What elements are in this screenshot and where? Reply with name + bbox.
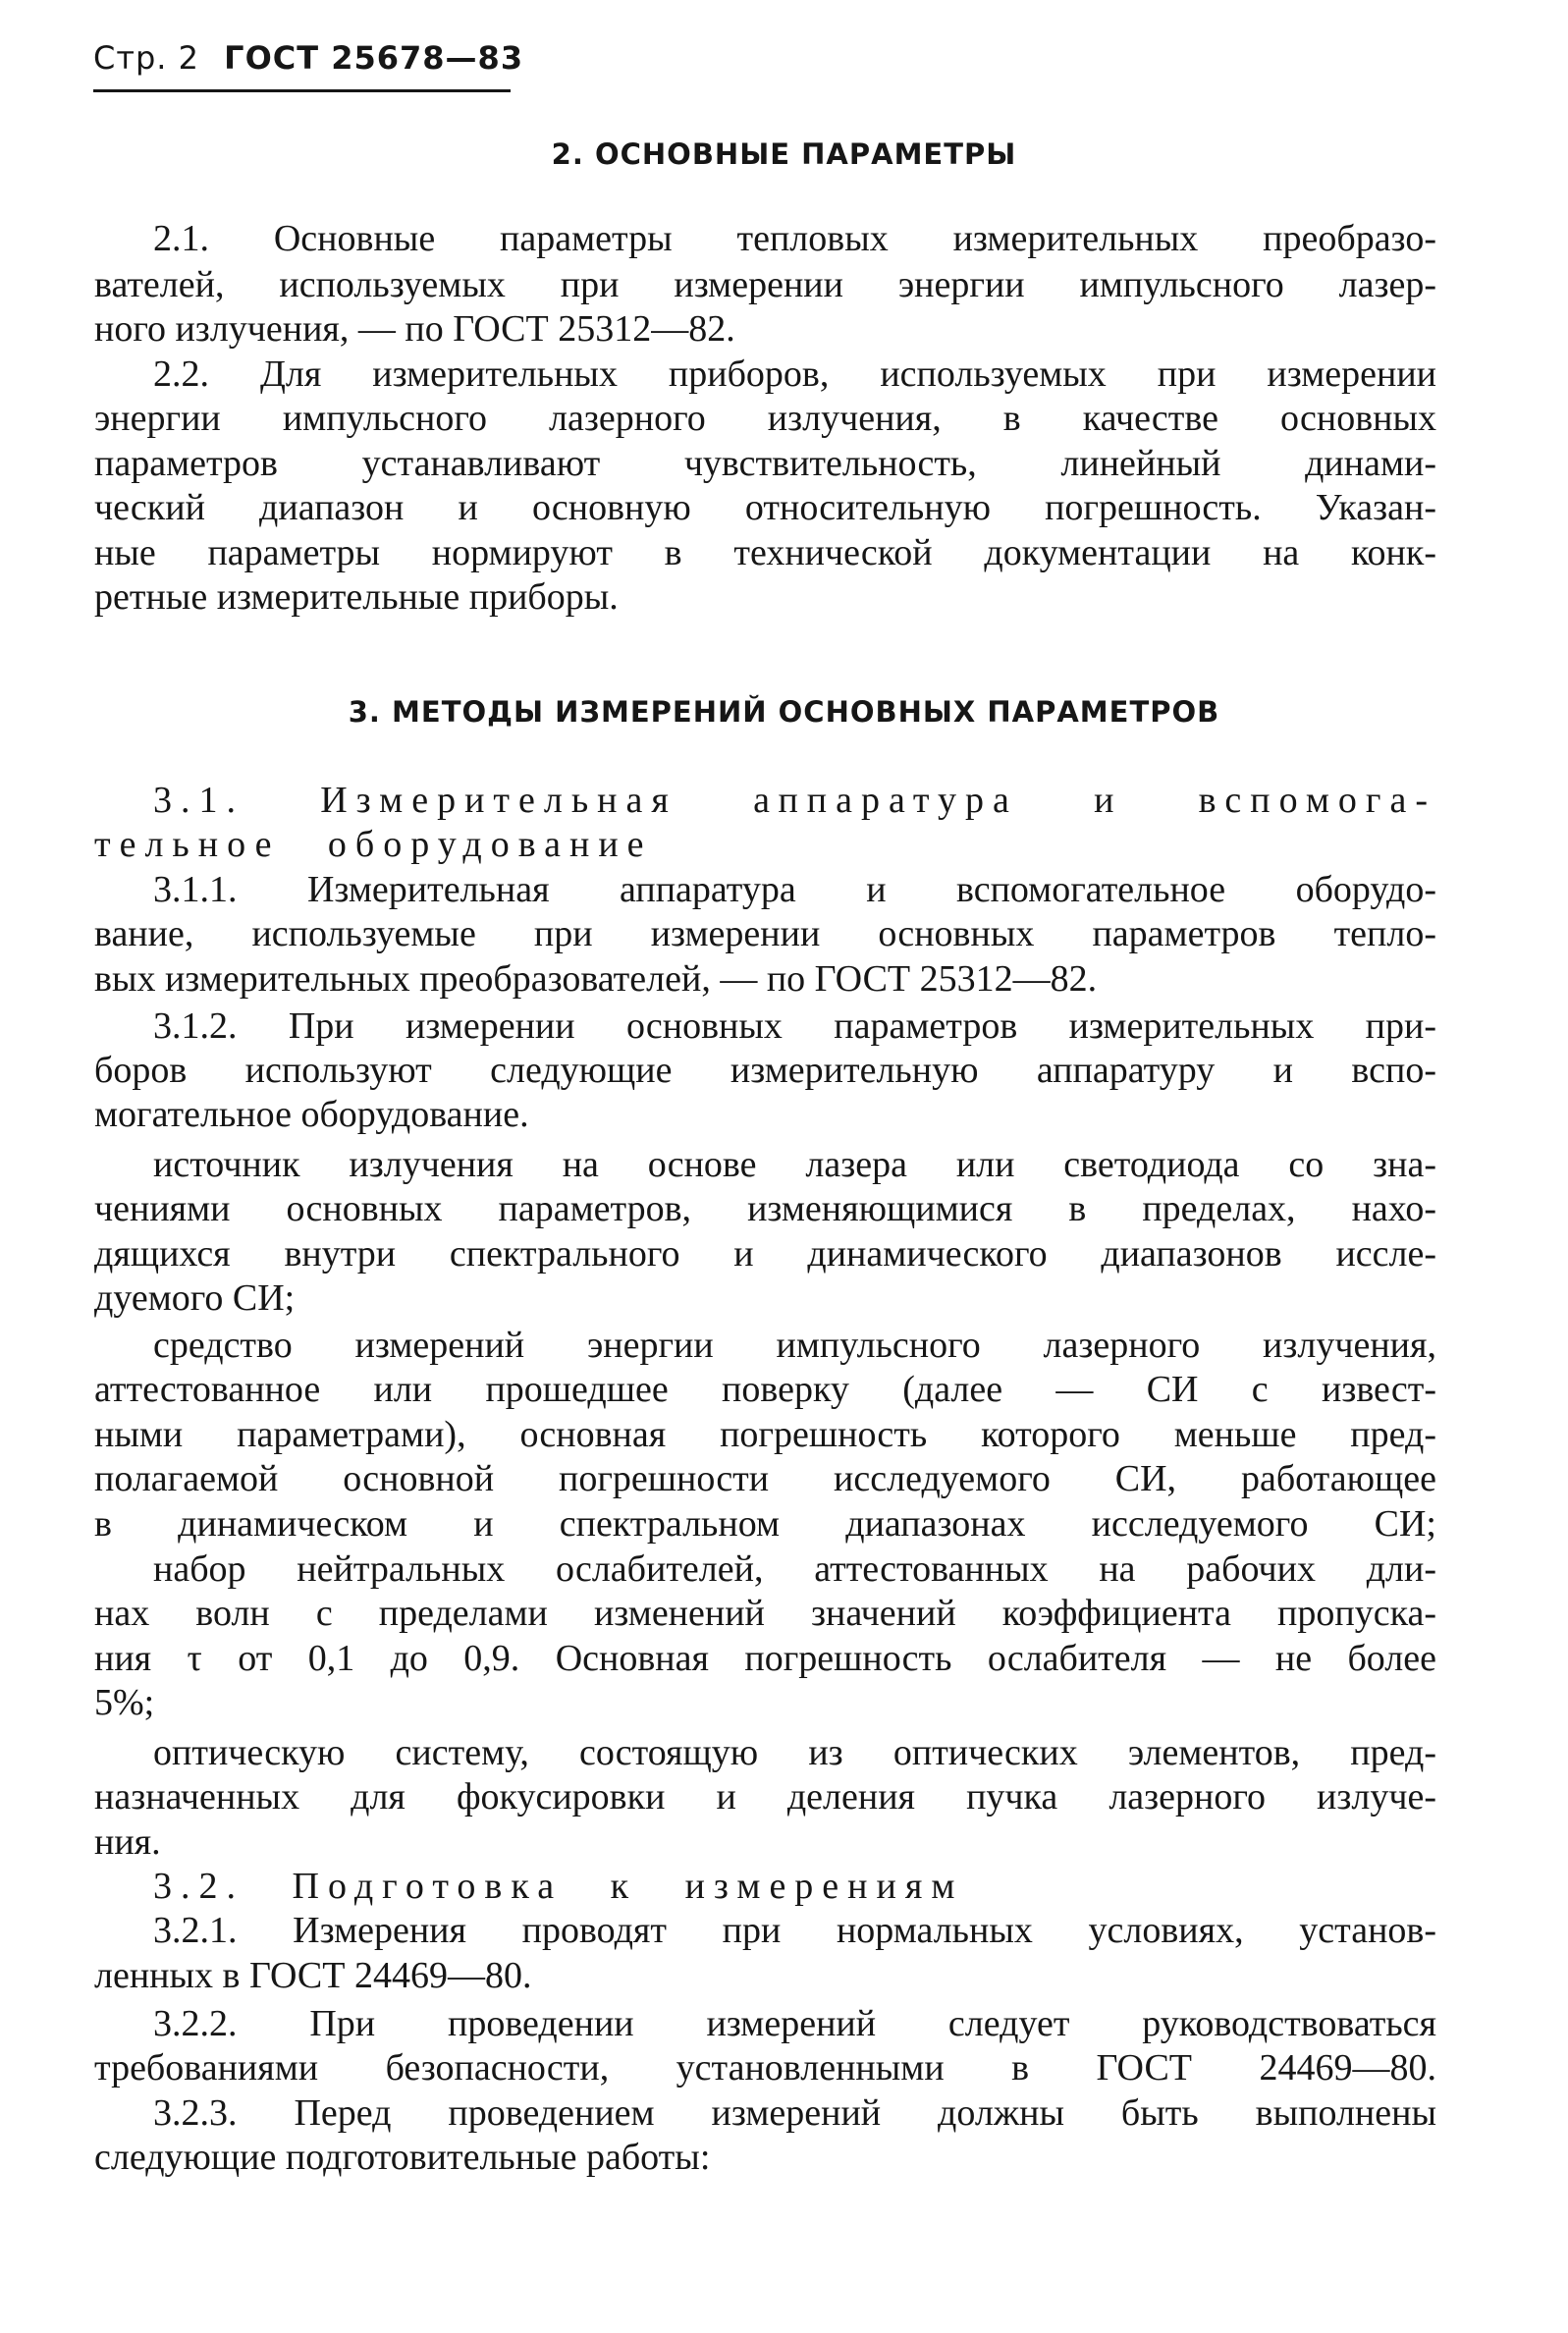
text-line: могательное оборудование. (94, 1094, 529, 1135)
text-line: вание, используемые при измерении основных параметров тепло- (94, 913, 1436, 954)
text-line: набор нейтральных ослабителей, аттестованных на рабочих дли- (153, 1548, 1436, 1590)
text-line: оптическую систему, состоящую из оптических элементов, пред- (153, 1732, 1436, 1773)
text-line: 3.1.2. При измерении основных параметров измерительных при- (153, 1005, 1436, 1047)
text-line: ния τ от 0,1 до 0,9. Основная погрешность ослабителя — не более (94, 1638, 1436, 1679)
subsection-title: тельное оборудование (94, 824, 653, 865)
text-line: источник излучения на основе лазера или светодиода со зна- (153, 1144, 1436, 1185)
text-line: аттестованное или прошедшее поверку (далее — СИ с извест- (94, 1369, 1436, 1410)
header-rule (93, 89, 511, 92)
text-line: энергии импульсного лазерного излучения, в качестве основных (94, 398, 1436, 439)
text-line: 3.2.1. Измерения проводят при нормальных условиях, установ- (153, 1910, 1436, 1951)
text-line: средство измерений энергии импульсного лазерного излучения, (153, 1325, 1436, 1366)
text-line: вых измерительных преобразователей, — по ГОСТ 25312—82. (94, 958, 1098, 1000)
text-line: дуемого СИ; (94, 1277, 296, 1319)
text-line: 2.2. Для измерительных приборов, используемых при измерении (153, 353, 1436, 395)
text-line: 3.2.3. Перед проведением измерений должны быть выполнены (153, 2092, 1436, 2134)
page-number: Стр. 2 (93, 39, 199, 77)
text-line: следующие подготовительные работы: (94, 2137, 711, 2178)
text-line: 3.2.2. При проведении измерений следует руководствоваться (153, 2003, 1436, 2044)
standard-number: ГОСТ 25678—83 (224, 39, 524, 77)
page-header (93, 39, 523, 77)
text-line: ния. (94, 1821, 161, 1863)
text-line: ного излучения, — по ГОСТ 25312—82. (94, 308, 735, 350)
text-line: 2.1. Основные параметры тепловых измерительных преобразо- (153, 218, 1436, 259)
text-line: параметров устанавливают чувствительность, линейный динами- (94, 443, 1436, 484)
subsection-title: 3.1. Измерительная аппаратура и вспомога- (153, 780, 1436, 821)
text-line: требованиями безопасности, установленными в ГОСТ 24469—80. (94, 2047, 1436, 2089)
text-line: в динамическом и спектральном диапазонах исследуемого СИ; (94, 1503, 1436, 1545)
section-2-heading: 2. ОСНОВНЫЕ ПАРАМЕТРЫ (551, 137, 1017, 171)
text-line: дящихся внутри спектрального и динамического диапазонов иссле- (94, 1233, 1436, 1275)
text-line: ческий диапазон и основную относительную погрешность. Указан- (94, 487, 1436, 528)
text-line: 5%; (94, 1682, 155, 1723)
text-line: ные параметры нормируют в технической документации на конк- (94, 532, 1436, 573)
text-line: 3.1.1. Измерительная аппаратура и вспомогательное оборудо- (153, 869, 1436, 910)
subsection-title: 3.2. Подготовка к измерениям (153, 1866, 964, 1907)
section-3-heading: 3. МЕТОДЫ ИЗМЕРЕНИЙ ОСНОВНЫХ ПАРАМЕТРОВ (348, 695, 1220, 729)
text-line: ными параметрами), основная погрешность которого меньше пред- (94, 1414, 1436, 1455)
text-line: чениями основных параметров, изменяющимися в пределах, нахо- (94, 1188, 1436, 1229)
text-line: боров используют следующие измерительную аппаратуру и вспо- (94, 1050, 1436, 1091)
text-line: нах волн с пределами изменений значений коэффициента пропуска- (94, 1593, 1436, 1634)
text-line: ленных в ГОСТ 24469—80. (94, 1955, 532, 1996)
text-line: назначенных для фокусировки и деления пучка лазерного излуче- (94, 1776, 1436, 1818)
text-line: вателей, используемых при измерении энергии импульсного лазер- (94, 264, 1436, 305)
text-line: ретные измерительные приборы. (94, 576, 619, 618)
text-line: полагаемой основной погрешности исследуемого СИ, работающее (94, 1458, 1436, 1499)
